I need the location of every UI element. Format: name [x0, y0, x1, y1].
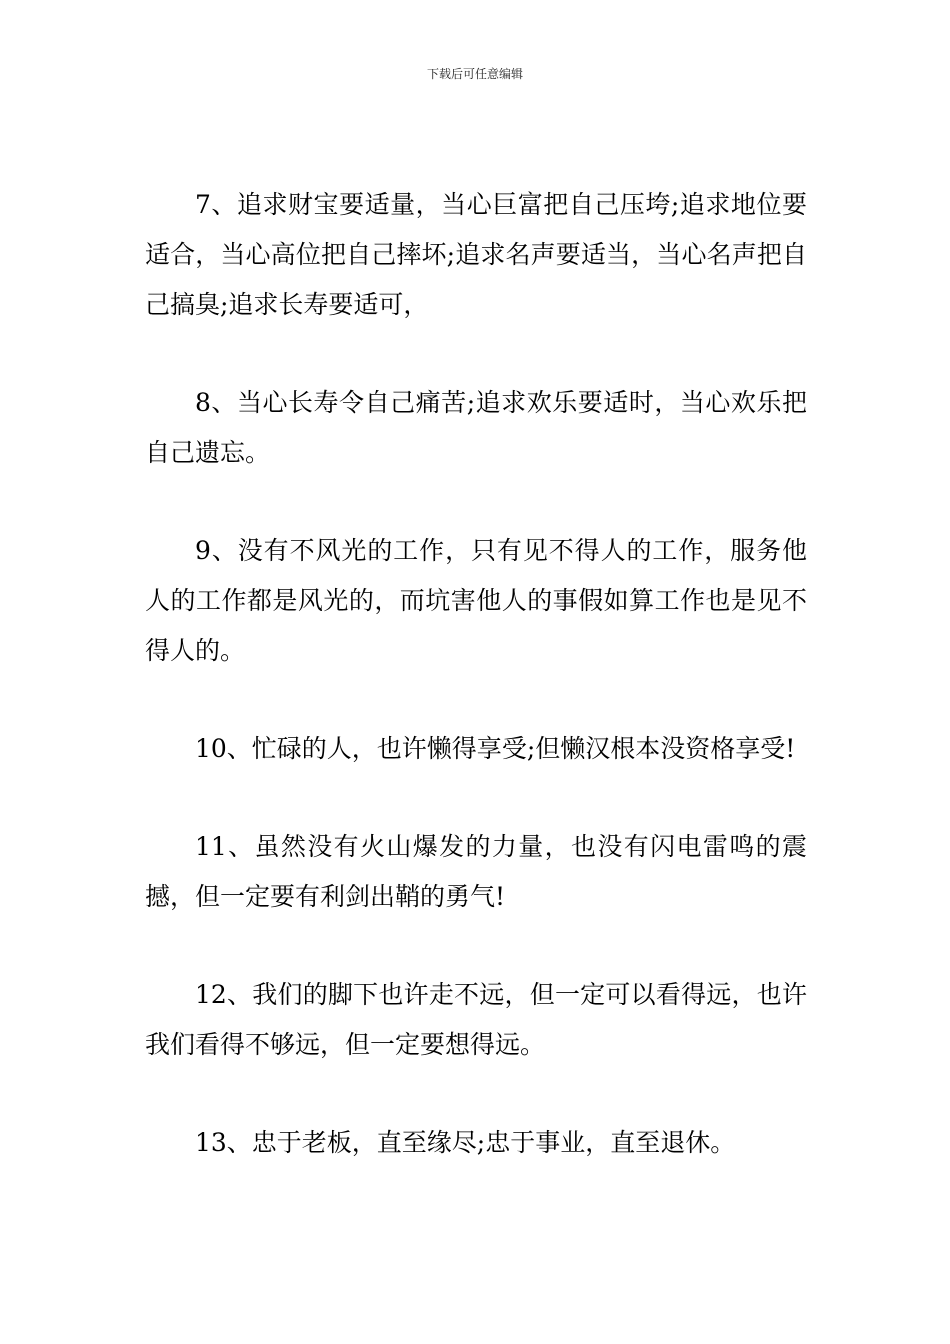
paragraph-12: 12、我们的脚下也许走不远，但一定可以看得远，也许我们看得不够远，但一定要想得远。 [145, 980, 807, 1059]
document-body [145, 180, 807, 1216]
paragraph-9: 9、没有不风光的工作，只有见不得人的工作，服务他人的工作都是风光的，而坑害他人的事假如算工作也是见不得人的。 [145, 536, 807, 665]
paragraph-10: 10、忙碌的人，也许懒得享受;但懒汉根本没资格享受! [195, 734, 796, 763]
paragraph-13: 13、忠于老板，直至缘尽;忠于事业，直至退休。 [195, 1128, 736, 1157]
paragraph-8: 8、当心长寿令自己痛苦;追求欢乐要适时，当心欢乐把自己遗忘。 [145, 388, 807, 467]
paragraph-11: 11、虽然没有火山爆发的力量，也没有闪电雷鸣的震撼，但一定要有利剑出鞘的勇气! [145, 832, 807, 911]
paragraph-7: 7、追求财宝要适量，当心巨富把自己压垮;追求地位要适合，当心高位把自己摔坏;追求名声要适当，当心名声把自己搞臭;追求长寿要适可， [145, 190, 807, 319]
page-header-note: 下载后可任意编辑 [426, 67, 523, 81]
